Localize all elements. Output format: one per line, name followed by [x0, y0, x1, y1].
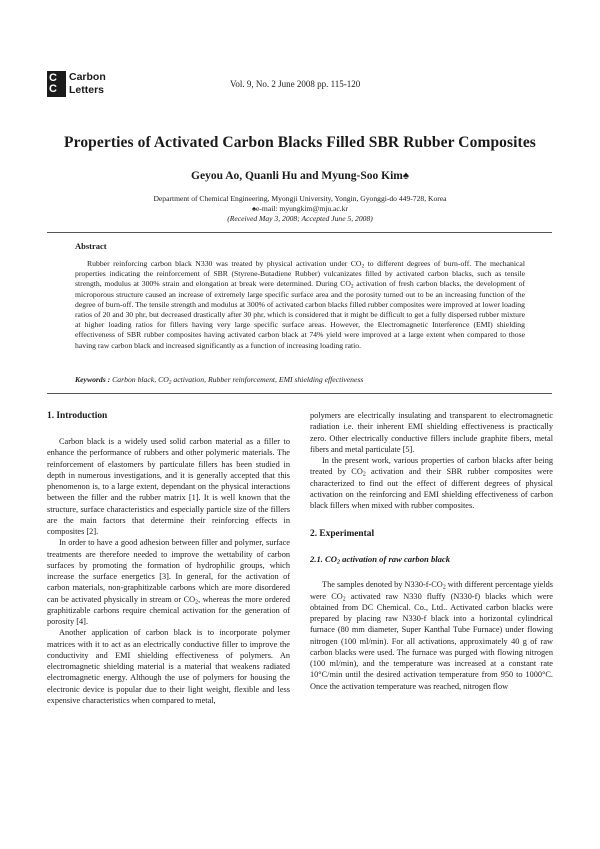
section-heading-experimental: 2. Experimental: [310, 529, 375, 540]
left-column: [47, 410, 290, 706]
paper-title: Properties of Activated Carbon Blacks Filled SBR Rubber Composites: [64, 134, 536, 151]
paragraph: Another application of carbon black is to incorporate polymer matrices with it to act as an electrically conductive filler to improve the conductivity and EMI shielding effectiveness of polymers. An electromagnetic shielding material is a material that weakens radiated electromagnetic energy. Although the use of polymers for housing the electronic device is popular due to their light weight, flexible and less expensive characteristics when compared to metal,: [47, 628, 290, 705]
abstract-heading: Abstract: [75, 241, 107, 251]
logo-word: Carbon: [69, 71, 106, 83]
corresponding-email: ♠e-mail: myungkim@mju.ac.kr: [251, 204, 349, 213]
section-heading-introduction: 1. Introduction: [47, 411, 108, 421]
abstract-top-rule: [47, 232, 552, 233]
keywords-fragment: Carbon black, CO: [110, 375, 169, 384]
subscript: 2: [362, 471, 366, 478]
subscript: 2: [336, 559, 340, 566]
subscript: 2: [168, 379, 172, 386]
paragraph-fragment: , whereas the more ordered graphitizable carbons require chemical activation for the generation of porosity [4].: [47, 594, 291, 626]
paragraph-fragment: In order to have a good adhesion between filler and polymer, surface treatments are therefore needed to improve the wettability of carbon surfaces by promoting the formation of hydrophilic groups, which increase the surface energetics [3]. In general, for the activation of carbon materials, non-graphitizable carbons which are more disordered can be activated physically in stream or CO: [47, 538, 290, 604]
logo-mark-letter: C: [49, 72, 57, 84]
paragraph: polymers are electrically insulating and transparent to electromagnetic radiation i.e. their inherent EMI shielding effectiveness is practically zero. Other electrically conductive fillers include graphite fibers, metal fibers and metal particulate [5].: [310, 411, 553, 454]
paragraph-fragment: The samples denoted by N330-f-CO: [322, 580, 443, 590]
abstract-text: [75, 259, 525, 351]
paragraph: Carbon black is a widely used solid carbon material as a filler to enhance the performance of rubbers and other polymeric materials. The reinforcement of elastomers by particulate fillers has been studied in depth in numerous investigations, and it is generally accepted that this phenomenon is, to a large extent, dependant on the physical interactions between the filler and the rubber matrix [1]. It is well known that the structure, surface characteristics and especially particle size of the fillers are the main factors that determine their reinforcing effects in composites [2].: [47, 437, 290, 536]
received-dates: (Received May 3, 2008; Accepted June 5, 2008): [227, 214, 373, 223]
paragraph-fragment: activated raw N330 fluffy (N330-f) blacks which were obtained from DC Chemical. Co., Ltd.. Activated carbon blacks were prepared by placing raw N330-f black into a horizontal cylindrical furnace (80 mm diameter, Super Kanthal Tube Furnace) under flowing nitrogen (100 ml/min). For all activations, approximately 40 g of raw carbon blacks were used. The furnace was purged with flowing nitrogen (100 ml/min), and the temperature was increased at a constant rate 10°C/min until the desired activation temperature from 950 to 1000°C. Once the activation temperature was reached, nitrogen flow: [310, 591, 553, 691]
section-gap: [310, 511, 553, 528]
authors: Geyou Ao, Quanli Hu and Myung-Soo Kim♠: [191, 170, 409, 182]
subheading-fragment: activation of raw carbon black: [340, 554, 451, 565]
subscript: 2: [350, 283, 354, 290]
keywords: [75, 375, 525, 384]
paragraph: [47, 537, 290, 627]
logo-mark-icon: [47, 71, 66, 97]
journal-logo: [47, 71, 117, 97]
journal-reference: Vol. 9, No. 2 June 2008 pp. 115-120: [230, 79, 361, 89]
abstract-fragment: Rubber reinforcing carbon black N330 was treated by physical activation under CO: [87, 259, 362, 268]
paragraph-fragment: activation and their SBR rubber composites were characterized to find out the effect of different degrees of physical activation on the reinforcing and EMI shielding effectiveness of carbon black fillers when mixed with rubber composites.: [310, 467, 553, 510]
keywords-label: Keywords :: [75, 375, 111, 384]
affiliation: Department of Chemical Engineering, Myongji University, Yongin, Gyonggi-do 449-728, Korea: [153, 194, 447, 203]
subscript: 2: [342, 595, 346, 602]
subscript: 2: [442, 584, 446, 591]
subscript: 2: [195, 598, 199, 605]
logo-word: Letters: [69, 84, 105, 96]
abstract-fragment: activation of fresh carbon blacks, the development of microporous structure caused an increase of extremely large specific surface area and the porosity turned out to be an increasing function of the degree of burn-off. The tensile strength and modulus at 300% of activated carbon blacks filled rubber composites were improved at lower loading ratios of 20 and 30 phr, but decreased drastically after 30 phr, which is considered that it might be difficult to get a fully dispersed rubber mixture at higher loading ratios for fillers having very large specific surface areas. However, the Electromagnetic Interference (EMI) shielding effectiveness of SBR rubber composites having activated carbon black at 74% yield were improved at a large extent when compared to those having raw carbon black and increased significantly as a function of increasing loading ratio.: [75, 279, 526, 350]
logo-wordmark: [69, 71, 106, 97]
subscript: 2: [361, 263, 365, 270]
logo-mark-letter: C: [49, 83, 57, 95]
subheading-fragment: 2.1. CO: [310, 554, 337, 565]
abstract-fragment: to different degrees of burn-off. The mechanical properties indicating the reinforcement of SBR (Styrene-Butadiene Rubber) vulcanizates filled by activated carbon blacks, such as tensile strength, modulus at 300% strain and elongation at break were determined. During CO: [75, 259, 525, 289]
paragraph: [310, 455, 553, 511]
subsection-heading: [310, 554, 553, 565]
right-column: [310, 410, 553, 692]
abstract-bottom-rule: [47, 393, 552, 394]
paragraph-fragment: with different percentage yields were CO: [310, 580, 553, 601]
keywords-fragment: activation, Rubber reinforcement, EMI shielding effectiveness: [171, 375, 364, 384]
paragraph-fragment: In the present work, various properties of carbon blacks after being treated by CO: [310, 456, 553, 477]
paragraph: [310, 579, 553, 692]
